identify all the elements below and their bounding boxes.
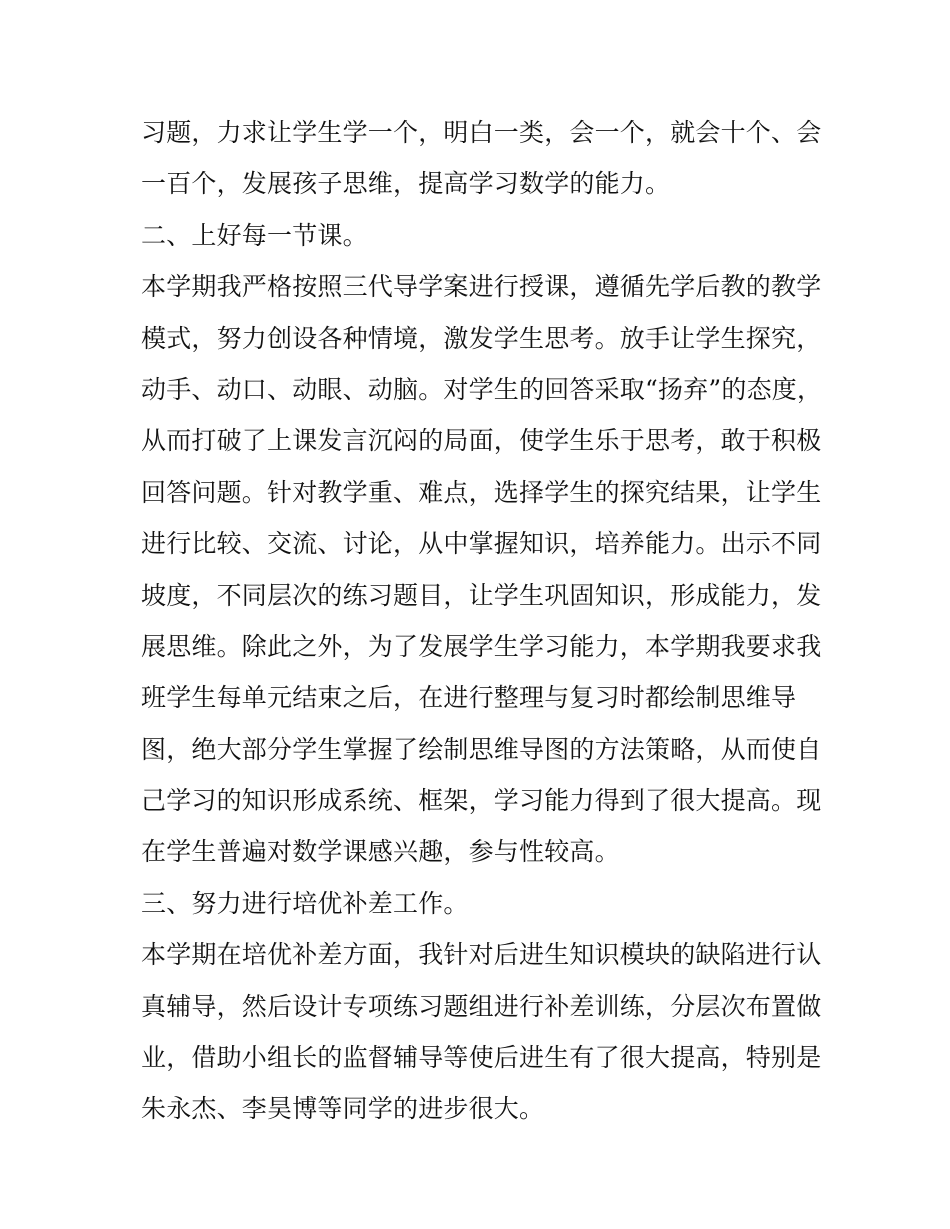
- text-line: 本学期我严格按照三代导学案进行授课，遵循先学后教的教学: [141, 272, 822, 302]
- text-line: 模式，努力创设各种情境，激发学生思考。放手让学生探究，: [141, 323, 822, 353]
- text-line: 展思维。除此之外，为了发展学生学习能力，本学期我要求我: [141, 631, 822, 661]
- text-line: 从而打破了上课发言沉闷的局面，使学生乐于思考，敢于积极: [141, 426, 822, 456]
- text-line: 习题，力求让学生学一个，明白一类，会一个，就会十个、会: [141, 118, 822, 147]
- text-line: 班学生每单元结束之后，在进行整理与复习时都绘制思维导: [141, 683, 797, 713]
- text-line: 进行比较、交流、讨论，从中掌握知识，培养能力。出示不同: [141, 529, 822, 559]
- text-line: 己学习的知识形成系统、框架，学习能力得到了很大提高。现: [141, 786, 822, 816]
- document-body: [141, 107, 821, 1135]
- text-line: 动手、动口、动眼、动脑。对学生的回答采取“扬弃”的态度，: [141, 374, 823, 404]
- text-line: 朱永杰、李昊博等同学的进步很大。: [141, 1094, 545, 1124]
- text-line: 本学期在培优补差方面，我针对后进生知识模块的缺陷进行认: [141, 940, 822, 970]
- section-heading: 二、上好每一节课。: [141, 220, 368, 250]
- text-line: 坡度，不同层次的练习题目，让学生巩固知识，形成能力，发: [141, 580, 822, 610]
- text-line: 业，借助小组长的监督辅导等使后进生有了很大提高，特别是: [141, 1043, 822, 1073]
- section-heading: 三、努力进行培优补差工作。: [141, 888, 469, 918]
- text-line: 真辅导，然后设计专项练习题组进行补差训练，分层次布置做: [141, 991, 822, 1021]
- text-line: 图，绝大部分学生掌握了绘制思维导图的方法策略，从而使自: [141, 734, 822, 764]
- text-line: 一百个，发展孩子思维，提高学习数学的能力。: [141, 169, 671, 199]
- text-line: 回答问题。针对教学重、难点，选择学生的探究结果，让学生: [141, 477, 822, 507]
- text-line: 在学生普遍对数学课感兴趣，参与性较高。: [141, 837, 620, 867]
